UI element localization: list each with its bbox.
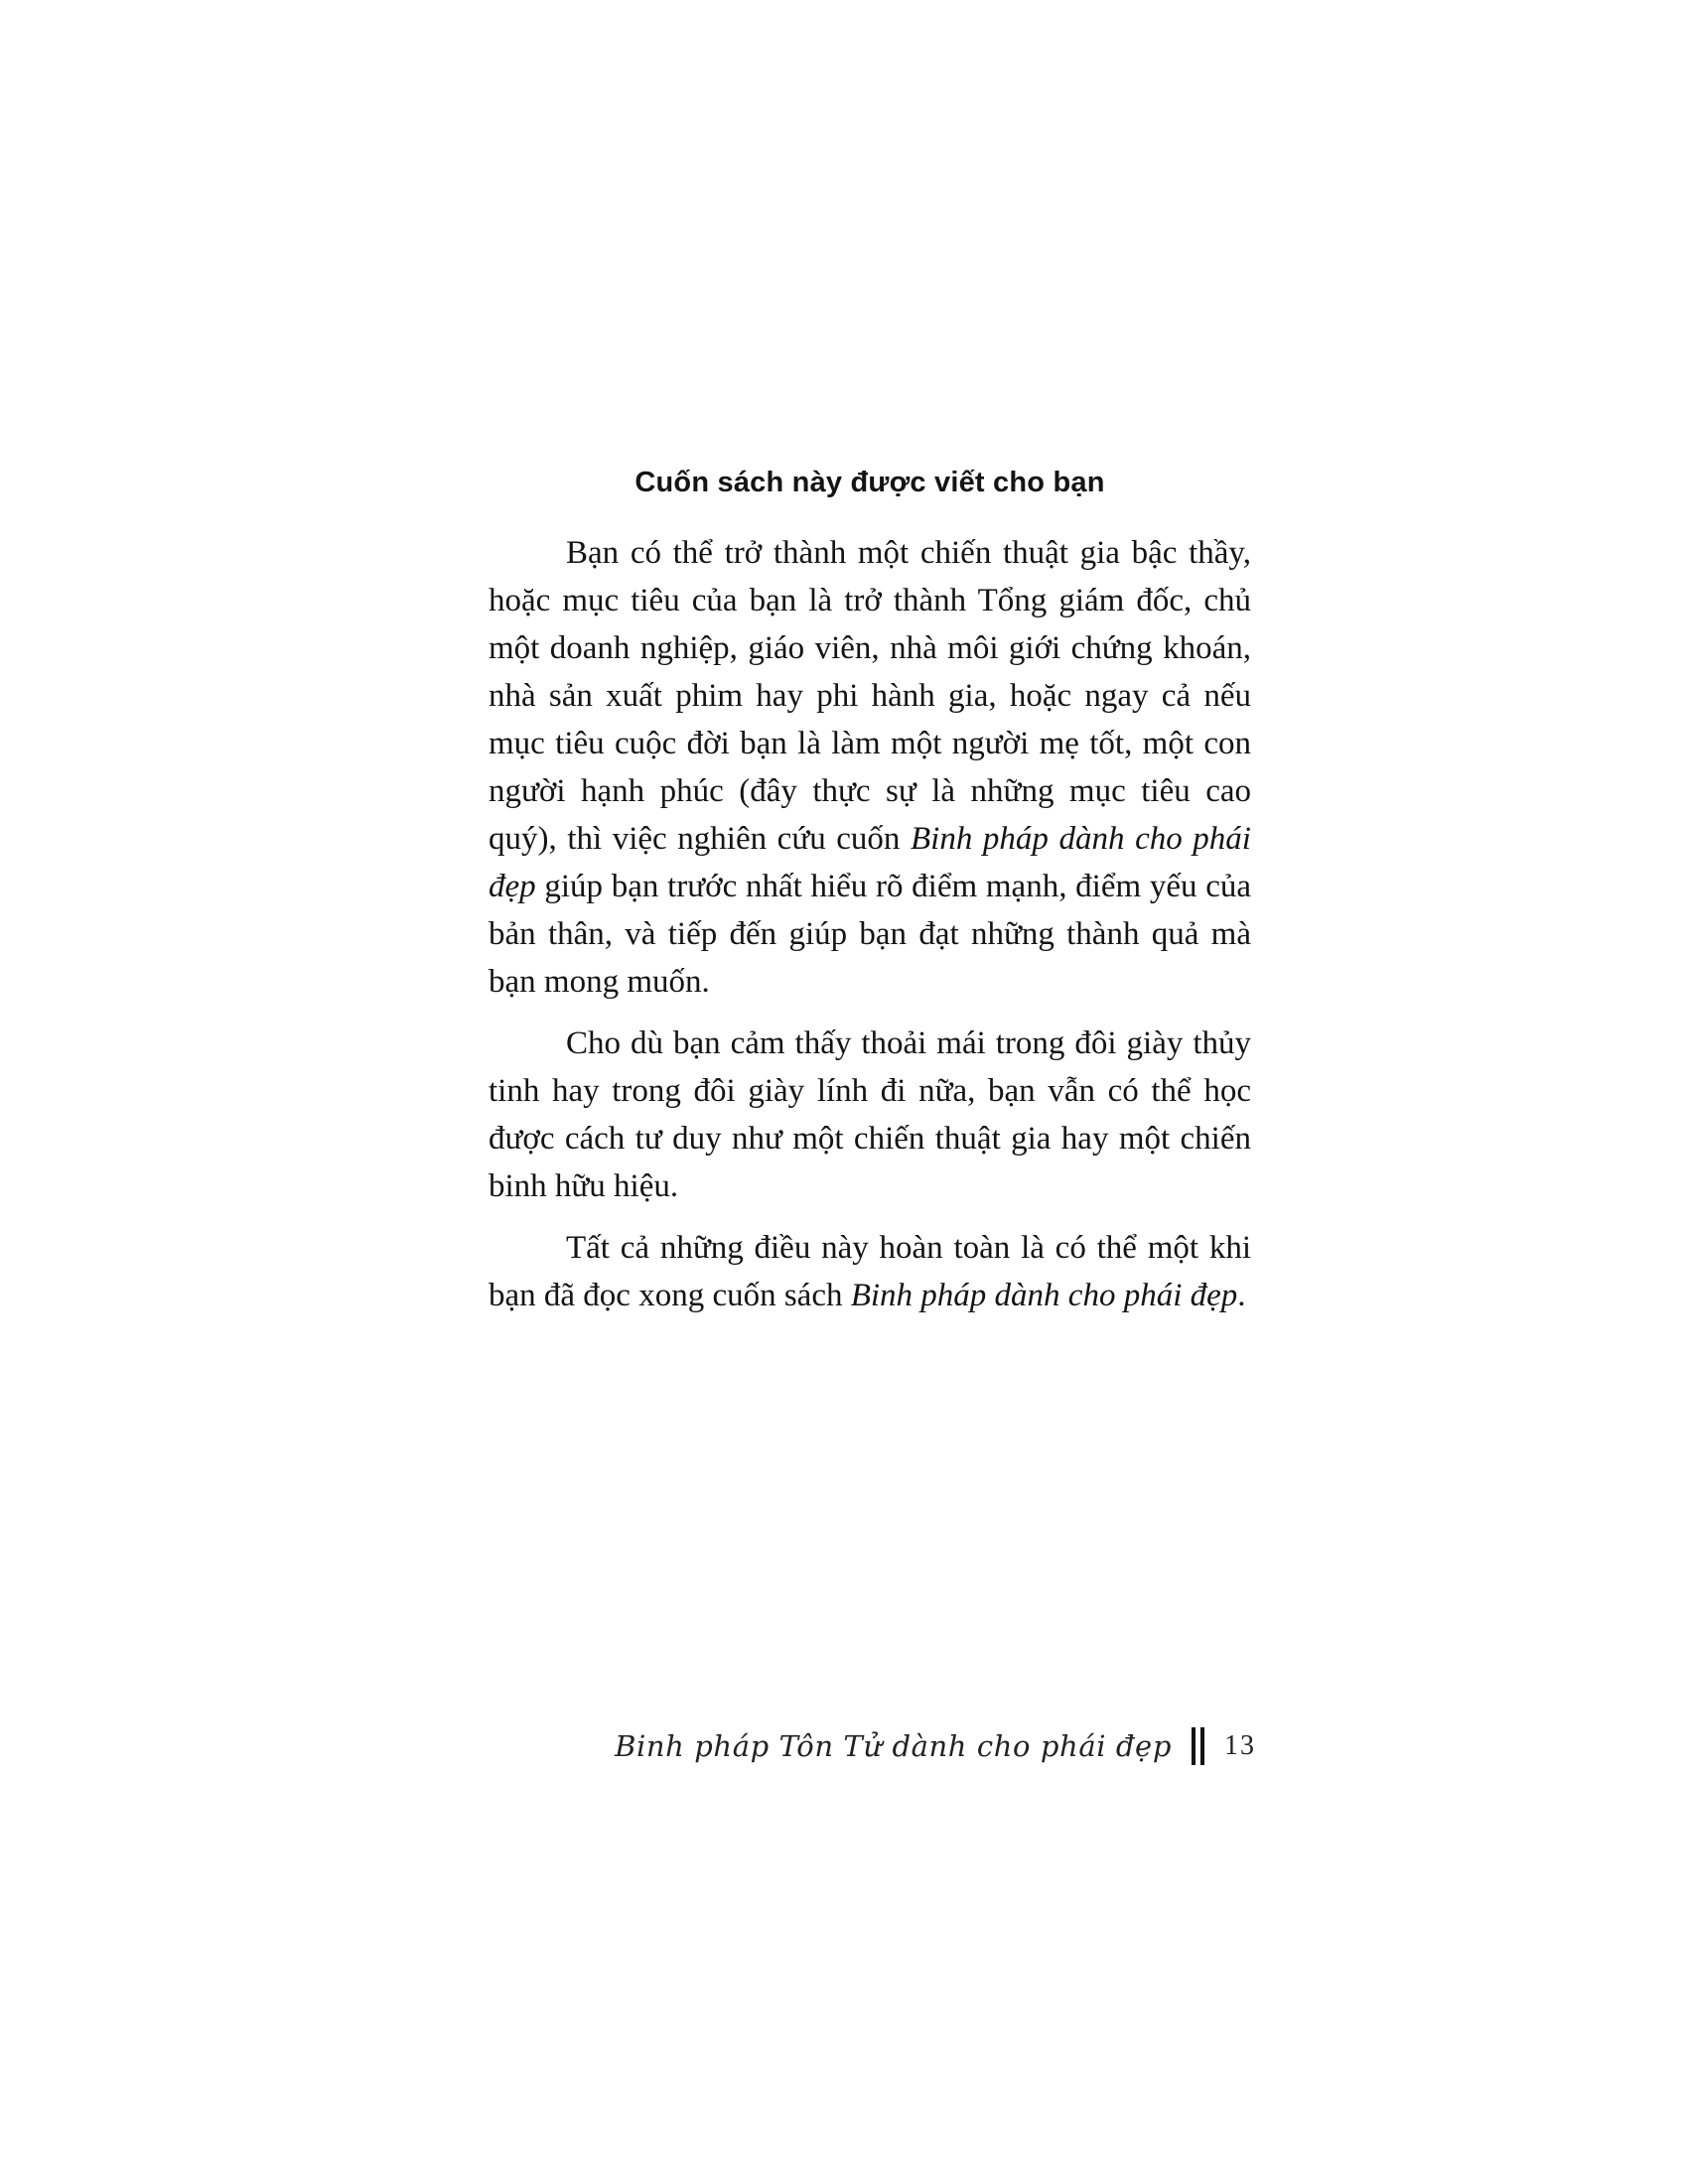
paragraph-3-text-end: . [1237,1278,1246,1313]
page-number: 13 [1224,1730,1256,1761]
paragraph-3-book-title: Binh pháp dành cho phái đẹp [850,1278,1238,1313]
double-bar-divider [1192,1727,1204,1765]
paragraph-1 [489,529,1251,1006]
paragraph-3 [489,1224,1251,1319]
paragraph-1-book-title: Binh pháp dành cho phái đẹp [489,821,1251,904]
paragraph-3-text-start: Tất cả những điều này hoàn toàn là có thể một khi bạn đã đọc xong cuốn sách [489,1230,1251,1313]
paragraph-1-text-end: giúp bạn trước nhất hiểu rõ điểm mạnh, điểm yếu của bản thân, và tiếp đến giúp bạn đạt những thành quả mà bạn mong muốn. [489,869,1251,1000]
page-footer [615,1727,1256,1765]
section-heading: Cuốn sách này được viết cho bạn [634,467,1105,498]
paragraph-2: Cho dù bạn cảm thấy thoải mái trong đôi giày thủy tinh hay trong đôi giày lính đi nữa, bạn vẫn có thể học được cách tư duy như một chiến thuật gia hay một chiến binh hữu hiệu. [489,1025,1251,1204]
main-text-block [489,467,1251,1333]
running-footer-title: Binh pháp Tôn Tử dành cho phái đẹp [615,1729,1172,1763]
paragraph-1-text-start: Bạn có thể trở thành một chiến thuật gia bậc thầy, hoặc mục tiêu của bạn là trở thành Tổng giám đốc, chủ một doanh nghiệp, giáo viên, nhà môi giới chứng khoán, nhà sản xuất phim hay phi hành gia, hoặc ngay cả nếu mục tiêu cuộc đời bạn là làm một người mẹ tốt, một con người hạnh phúc (đây thực sự là những mục tiêu cao quý), thì việc nghiên cứu cuốn [489,535,1251,857]
